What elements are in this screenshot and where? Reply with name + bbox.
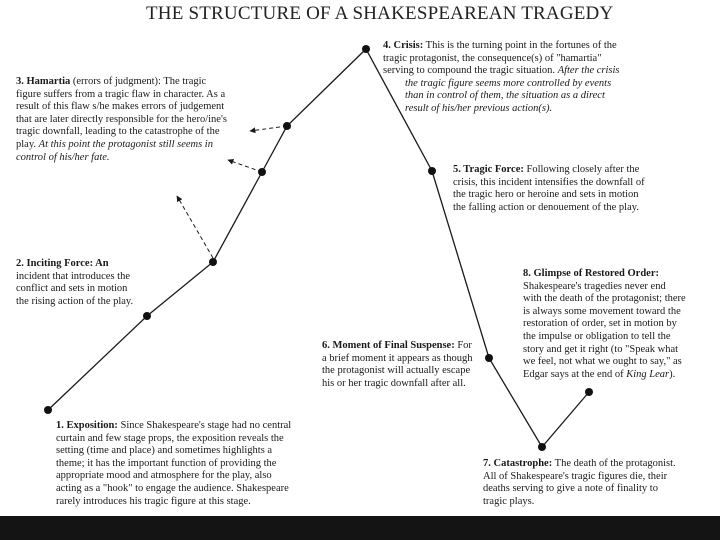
catastrophe-line: deaths serving to give a note of finality to	[483, 483, 658, 495]
exposition-line: acting as a "hook" to engage the audience. Shakespeare	[56, 482, 289, 494]
catastrophe-line: All of Shakespeare's tragic figures die, their	[483, 470, 668, 482]
tragic-force-line: Following closely after the	[523, 164, 640, 175]
note-crisis	[383, 40, 713, 116]
restored-order-line: we feel, not what we ought to say," as	[523, 356, 682, 368]
tragic-force-line: the falling action or denouement of the play.	[453, 201, 639, 213]
catastrophe-line: tragic plays.	[483, 495, 535, 507]
final-suspense-line: a brief moment it appears as though	[322, 352, 473, 364]
footer-bar	[0, 516, 720, 540]
note-inciting-force	[16, 258, 166, 308]
exposition-line: rarely introduces his tragic figure at this stage.	[56, 495, 251, 507]
diagram-title: THE STRUCTURE OF A SHAKESPEAREAN TRAGEDY	[146, 3, 614, 24]
exposition-line: curtain and few stage props, the exposition reveals the	[56, 432, 284, 444]
hamartia-italic: control of his/her fate.	[16, 151, 110, 163]
hamartia-line: that are later directly responsible for the hero/ine's	[16, 113, 227, 125]
exposition-line: setting (time and place) and sometimes highlights a	[56, 445, 273, 457]
restored-order-italic: King Lear	[626, 368, 670, 380]
crisis-line: This is the turning point in the fortunes of the	[423, 40, 617, 51]
final-suspense-line: For	[454, 340, 472, 351]
exposition-line: theme; it has the important function of providing the	[56, 457, 277, 469]
inciting-line: An	[93, 258, 109, 269]
inciting-line: incident that introduces the	[16, 270, 131, 282]
final-suspense-heading: 6. Moment of Final Suspense:	[322, 340, 455, 351]
exposition-line: Since Shakespeare's stage had no central	[117, 420, 292, 431]
inciting-heading: 2. Inciting Force:	[16, 258, 94, 269]
crisis-italic: the tragic figure seems more controlled by events	[405, 77, 612, 89]
final-suspense-line: his or her tragic downfall after all.	[322, 377, 466, 389]
inciting-line: the rising action of the play.	[16, 295, 134, 307]
restored-order-heading: 8. Glimpse of Restored Order:	[523, 268, 659, 279]
dot-restored-order	[585, 388, 593, 396]
crisis-italic: After the crisis	[557, 65, 620, 77]
final-suspense-line: the protagonist will actually escape	[322, 365, 471, 377]
catastrophe-line: The death of the protagonist.	[552, 458, 676, 469]
hamartia-line: tragic downfall, leading to the catastrophe of the	[16, 126, 220, 138]
hamartia-line: figure suffers from a tragic flaw in character. As a	[16, 88, 226, 100]
dot-tragic-force	[428, 167, 436, 175]
hamartia-italic: At this point the protagonist still seems in	[38, 138, 213, 150]
note-exposition	[56, 420, 316, 508]
restored-order-line: restoration of order, set in motion by	[523, 318, 677, 330]
note-hamartia	[16, 76, 256, 164]
note-restored-order	[523, 268, 713, 381]
tragic-force-line: the tragic hero or heroine and sets in motion	[453, 189, 639, 201]
restored-order-line: the impulse or obligation to tell the	[523, 330, 671, 342]
dot-hamartia-b	[283, 122, 291, 130]
catastrophe-heading: 7. Catastrophe:	[483, 458, 553, 469]
dot-hamartia-a	[258, 168, 266, 176]
dot-inciting	[209, 258, 217, 266]
crisis-line: tragic protagonist, the consequence(s) of "hamartia"	[383, 52, 602, 64]
crisis-line: serving to compound the tragic situation.	[383, 65, 556, 77]
hamartia-line: result of this flaw s/he makes errors of judgement	[16, 101, 225, 113]
dot-catastrophe	[538, 443, 546, 451]
dot-crisis	[362, 45, 370, 53]
restored-order-line: Shakespeare's tragedies never end	[523, 280, 666, 292]
hamartia-heading: 3. Hamartia	[16, 76, 71, 87]
inciting-line: conflict and sets in motion	[16, 283, 128, 295]
restored-order-line: Edgar says at the end of	[523, 368, 627, 380]
hamartia-line: play.	[16, 138, 37, 150]
restored-order-line: ).	[669, 368, 676, 380]
restored-order-line: with the death of the protagonist; there	[523, 293, 686, 305]
restored-order-line: is always some movement toward the	[523, 305, 681, 317]
hamartia-heading-rest: (errors of judgment): The tragic	[70, 76, 207, 87]
note-final-suspense	[322, 340, 492, 390]
crisis-italic: result of his/her previous action(s).	[405, 102, 553, 114]
crisis-italic: than in control of them, the situation as a direct	[405, 90, 605, 102]
hamartia-arrow-3	[177, 196, 213, 258]
dot-exposition	[44, 406, 52, 414]
note-tragic-force	[453, 164, 708, 214]
exposition-line: appropriate mood and atmosphere for the play, also	[56, 470, 272, 482]
crisis-heading: 4. Crisis:	[383, 40, 424, 51]
exposition-heading: 1. Exposition:	[56, 420, 118, 431]
tragic-force-heading: 5. Tragic Force:	[453, 164, 524, 175]
note-catastrophe	[483, 458, 713, 508]
restored-order-line: story and get it right (to "Speak what	[523, 343, 679, 355]
dot-rising	[143, 312, 151, 320]
tragic-force-line: crisis, this incident intensifies the downfall of	[453, 176, 645, 188]
